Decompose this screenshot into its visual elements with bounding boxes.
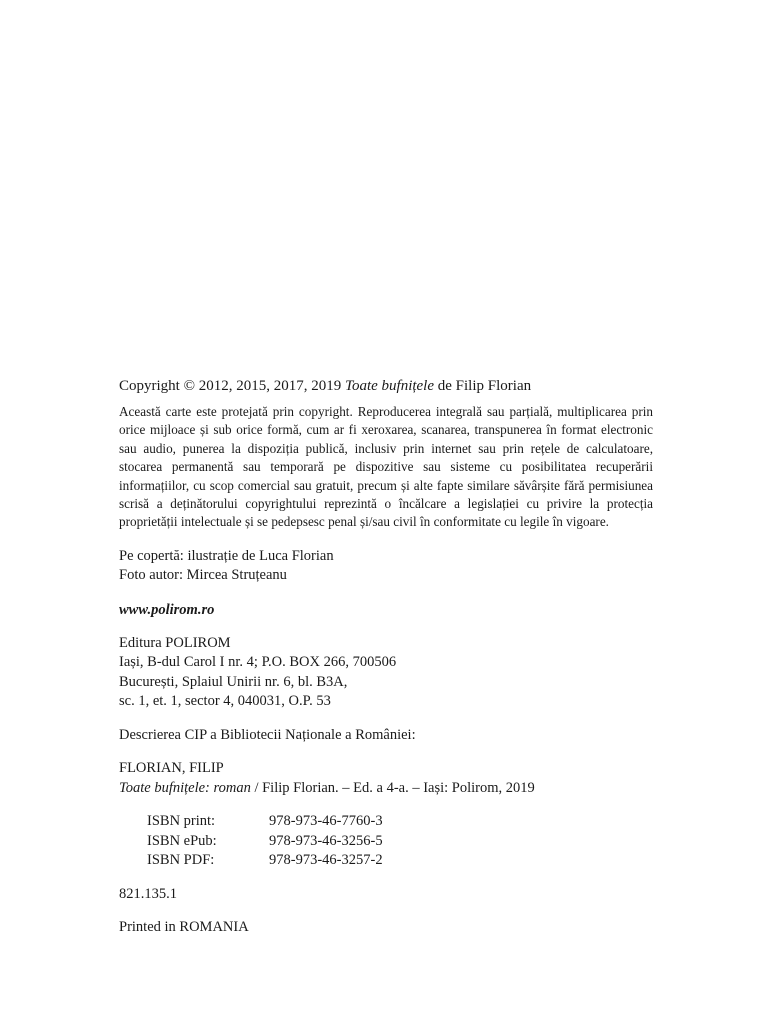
address-line-1: Iași, B-dul Carol I nr. 4; P.O. BOX 266, 700506	[119, 654, 397, 671]
cip-title: Toate bufnițele: roman	[119, 779, 251, 796]
copyright-prefix: Copyright © 2012, 2015, 2017, 2019	[119, 378, 345, 394]
cip-title-line	[119, 779, 653, 799]
publisher-name: Editura POLIROM	[119, 634, 231, 651]
isbn-value: 978-973-46-3256-5	[269, 832, 383, 849]
isbn-row	[147, 832, 653, 852]
cip-heading-text: Descrierea CIP a Bibliotecii Naționale a României:	[119, 726, 416, 743]
credits	[119, 547, 653, 586]
classification	[119, 885, 653, 905]
photo-credit: Foto autor: Mircea Struțeanu	[119, 567, 287, 584]
printed-in	[119, 918, 653, 938]
publisher-address	[119, 634, 653, 712]
copyright-suffix: de Filip Florian	[434, 378, 532, 394]
legal-notice: Această carte este protejată prin copyright. Reproducerea integrală sau parțială, multiplicarea prin orice mijloace și sub orice formă, cum ar fi xeroxarea, scanarea, transpunerea în format electronic sau audio, punerea la dispoziția publică, inclusiv prin internet sau prin rețele de calculatoare, stocarea permanentă sau temporară pe dispozitive sau sisteme cu posibilitatea recuperării informațiilor, cu scop comercial sau gratuit, precum și alte fapte similare săvârșite fără permisiunea scrisă a deținătorului copyrightului reprezintă o încălcare a legislației cu privire la protecția proprietății intelectuale și se pedepsesc penal și/sau civil în conformitate cu legile în vigoare.	[119, 404, 653, 530]
isbn-row	[147, 851, 653, 871]
cip-details: / Filip Florian. – Ed. a 4-a. – Iași: Polirom, 2019	[250, 779, 535, 796]
classification-code: 821.135.1	[119, 885, 177, 902]
address-line-2: București, Splaiul Unirii nr. 6, bl. B3A,	[119, 673, 348, 690]
publisher-website: www.polirom.ro	[119, 601, 215, 618]
cip-heading	[119, 726, 653, 746]
isbn-value: 978-973-46-3257-2	[269, 852, 383, 869]
cip-author: FLORIAN, FILIP	[119, 760, 224, 777]
cip-record	[119, 759, 653, 798]
cover-credit: Pe copertă: ilustrație de Luca Florian	[119, 547, 334, 564]
isbn-label: ISBN print:	[147, 813, 216, 830]
isbn-label: ISBN ePub:	[147, 832, 217, 849]
isbn-label: ISBN PDF:	[147, 852, 215, 869]
isbn-row	[147, 812, 653, 832]
copyright-line	[119, 376, 653, 396]
printed-in-text: Printed in ROMANIA	[119, 919, 249, 936]
isbn-value: 978-973-46-7760-3	[269, 813, 383, 830]
copyright-page	[119, 376, 653, 952]
address-line-3: sc. 1, et. 1, sector 4, 040031, O.P. 53	[119, 693, 331, 710]
isbn-list	[147, 812, 653, 871]
book-title: Toate bufnițele	[344, 378, 435, 394]
